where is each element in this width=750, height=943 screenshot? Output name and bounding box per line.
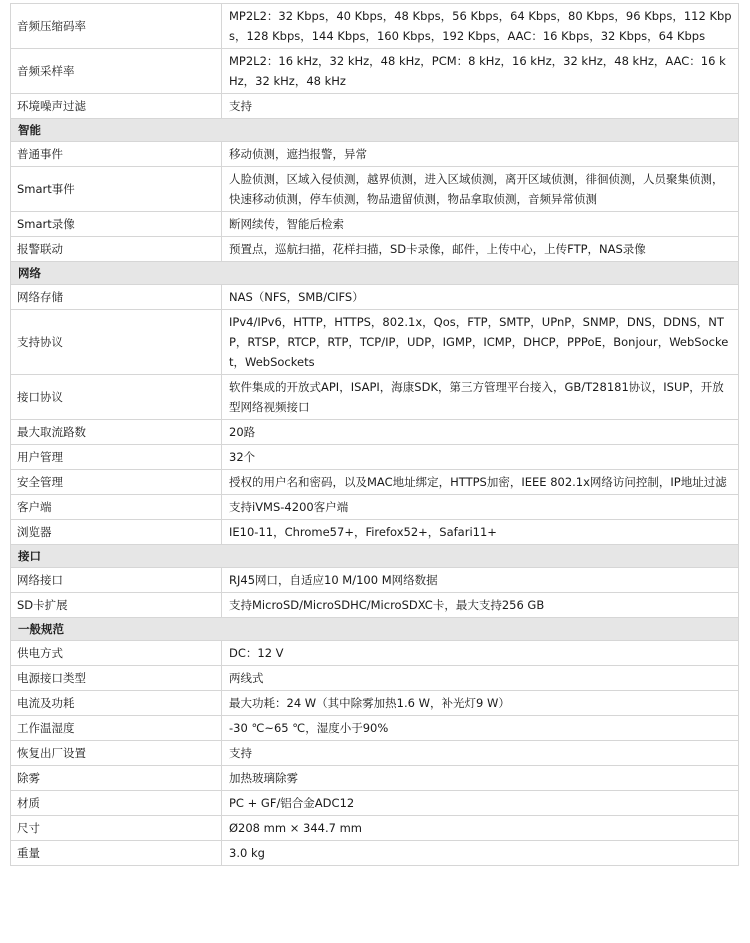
spec-label: 环境噪声过滤 bbox=[11, 94, 222, 119]
spec-row bbox=[11, 641, 739, 666]
spec-value: 断网续传，智能后检索 bbox=[222, 212, 739, 237]
spec-row bbox=[11, 94, 739, 119]
spec-label: 工作温湿度 bbox=[11, 716, 222, 741]
section-title: 网络 bbox=[11, 262, 739, 285]
spec-row bbox=[11, 766, 739, 791]
section-header-row bbox=[11, 618, 739, 641]
spec-label: 网络存储 bbox=[11, 285, 222, 310]
spec-value: 32个 bbox=[222, 445, 739, 470]
spec-label: 材质 bbox=[11, 791, 222, 816]
spec-label: 浏览器 bbox=[11, 520, 222, 545]
spec-label: 音频压缩码率 bbox=[11, 4, 222, 49]
spec-row bbox=[11, 237, 739, 262]
section-title: 智能 bbox=[11, 119, 739, 142]
spec-value: 3.0 kg bbox=[222, 841, 739, 866]
spec-row bbox=[11, 375, 739, 420]
spec-label: 恢复出厂设置 bbox=[11, 741, 222, 766]
spec-label: 除雾 bbox=[11, 766, 222, 791]
spec-label: 报警联动 bbox=[11, 237, 222, 262]
spec-row bbox=[11, 310, 739, 375]
spec-value: 加热玻璃除雾 bbox=[222, 766, 739, 791]
spec-label: 电源接口类型 bbox=[11, 666, 222, 691]
spec-label: 用户管理 bbox=[11, 445, 222, 470]
spec-label: 重量 bbox=[11, 841, 222, 866]
spec-value: 支持MicroSD/MicroSDHC/MicroSDXC卡，最大支持256 GB bbox=[222, 593, 739, 618]
section-title: 一般规范 bbox=[11, 618, 739, 641]
spec-row bbox=[11, 816, 739, 841]
page-bottom-whitespace bbox=[0, 866, 750, 943]
section-header-row bbox=[11, 545, 739, 568]
spec-value: 最大功耗：24 W（其中除雾加热1.6 W，补光灯9 W） bbox=[222, 691, 739, 716]
spec-table bbox=[10, 3, 739, 914]
spec-label: 电流及功耗 bbox=[11, 691, 222, 716]
spec-row bbox=[11, 142, 739, 167]
spec-value: MP2L2：32 Kbps，40 Kbps，48 Kbps，56 Kbps，64 Kbps，80 Kbps，96 Kbps，112 Kbps，128 Kbps，144 Kbps，160 Kbps，192 Kbps，AAC：16 Kbps，32 Kbps，64 Kbps bbox=[222, 4, 739, 49]
spec-value: 预置点，巡航扫描，花样扫描，SD卡录像，邮件，上传中心，上传FTP，NAS录像 bbox=[222, 237, 739, 262]
spec-row bbox=[11, 49, 739, 94]
spec-row bbox=[11, 212, 739, 237]
spec-value: 两线式 bbox=[222, 666, 739, 691]
spec-value: DC：12 V bbox=[222, 641, 739, 666]
spec-value: MP2L2：16 kHz，32 kHz，48 kHz，PCM：8 kHz，16 kHz，32 kHz，48 kHz，AAC：16 kHz，32 kHz，48 kHz bbox=[222, 49, 739, 94]
section-title: 接口 bbox=[11, 545, 739, 568]
spec-value: 移动侦测，遮挡报警，异常 bbox=[222, 142, 739, 167]
spec-row bbox=[11, 470, 739, 495]
spec-label: 最大取流路数 bbox=[11, 420, 222, 445]
spec-label: SD卡扩展 bbox=[11, 593, 222, 618]
spec-value: 支持iVMS-4200客户端 bbox=[222, 495, 739, 520]
spec-label: Smart事件 bbox=[11, 167, 222, 212]
spec-row bbox=[11, 666, 739, 691]
spec-row bbox=[11, 167, 739, 212]
spec-row bbox=[11, 495, 739, 520]
spec-row bbox=[11, 741, 739, 766]
spec-label: 支持协议 bbox=[11, 310, 222, 375]
spec-value: 支持 bbox=[222, 741, 739, 766]
spec-row bbox=[11, 691, 739, 716]
spec-value: NAS（NFS，SMB/CIFS） bbox=[222, 285, 739, 310]
spec-row bbox=[11, 593, 739, 618]
spec-value: -30 ℃~65 ℃，湿度小于90% bbox=[222, 716, 739, 741]
spec-label: Smart录像 bbox=[11, 212, 222, 237]
spec-value: PC + GF/铝合金ADC12 bbox=[222, 791, 739, 816]
spec-row bbox=[11, 716, 739, 741]
spec-label: 接口协议 bbox=[11, 375, 222, 420]
spec-value: 软件集成的开放式API，ISAPI，海康SDK，第三方管理平台接入，GB/T28181协议，ISUP，开放型网络视频接口 bbox=[222, 375, 739, 420]
spec-label: 音频采样率 bbox=[11, 49, 222, 94]
spec-row bbox=[11, 420, 739, 445]
spec-value: 20路 bbox=[222, 420, 739, 445]
spec-value: 支持 bbox=[222, 94, 739, 119]
spec-value: 人脸侦测，区域入侵侦测，越界侦测，进入区域侦测，离开区域侦测，徘徊侦测，人员聚集侦测，快速移动侦测，停车侦测，物品遗留侦测，物品拿取侦测，音频异常侦测 bbox=[222, 167, 739, 212]
spec-label: 普通事件 bbox=[11, 142, 222, 167]
spec-label: 供电方式 bbox=[11, 641, 222, 666]
spec-row bbox=[11, 568, 739, 593]
spec-row bbox=[11, 445, 739, 470]
spec-table-body bbox=[11, 4, 739, 914]
spec-value: 授权的用户名和密码，以及MAC地址绑定，HTTPS加密，IEEE 802.1x网络访问控制，IP地址过滤 bbox=[222, 470, 739, 495]
spec-row bbox=[11, 4, 739, 49]
spec-value: Ø208 mm × 344.7 mm bbox=[222, 816, 739, 841]
spec-label: 尺寸 bbox=[11, 816, 222, 841]
spec-row bbox=[11, 285, 739, 310]
spec-value: IE10-11，Chrome57+，Firefox52+，Safari11+ bbox=[222, 520, 739, 545]
spec-row bbox=[11, 520, 739, 545]
spec-label: 网络接口 bbox=[11, 568, 222, 593]
section-header-row bbox=[11, 119, 739, 142]
section-header-row bbox=[11, 262, 739, 285]
spec-value: RJ45网口，自适应10 M/100 M网络数据 bbox=[222, 568, 739, 593]
spec-value: IPv4/IPv6，HTTP，HTTPS，802.1x，Qos，FTP，SMTP，UPnP，SNMP，DNS，DDNS，NTP，RTSP，RTCP，RTP，TCP/IP，UDP，IGMP，ICMP，DHCP，PPPoE，Bonjour，WebSocket，WebSockets bbox=[222, 310, 739, 375]
spec-row bbox=[11, 791, 739, 816]
spec-label: 客户端 bbox=[11, 495, 222, 520]
spec-row bbox=[11, 841, 739, 866]
spec-label: 安全管理 bbox=[11, 470, 222, 495]
